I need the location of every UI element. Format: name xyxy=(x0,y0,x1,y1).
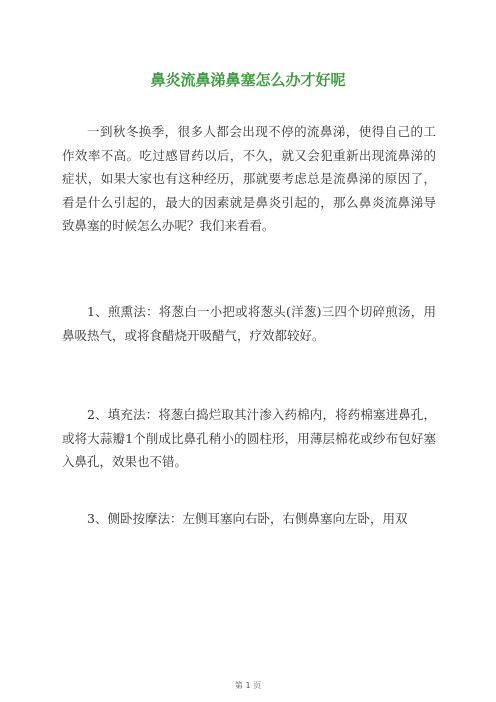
method-paragraph-3: 3、侧卧按摩法：左侧耳塞向右卧，右侧鼻塞向左卧，用双 xyxy=(87,511,408,526)
page-number: 第 1 页 xyxy=(234,681,262,690)
document-title: 鼻炎流鼻涕鼻塞怎么办才好呢 xyxy=(150,71,346,89)
method-paragraph-1: 1、煎熏法：将葱白一小把或将葱头(洋葱)三四个切碎煎汤，用鼻吸热气，或将食醋烧开吸醋气，疗效都较好。 xyxy=(62,304,436,343)
method-paragraph-2: 2、填充法：将葱白捣烂取其汁渗入药棉内，将药棉塞进鼻孔，或将大蒜瓣1个削成比鼻孔稍小的圆柱形，用薄层棉花或纱布包好塞入鼻孔，效果也不错。 xyxy=(62,407,436,469)
intro-paragraph: 一到秋冬换季，很多人都会出现不停的流鼻涕，使得自己的工作效率不高。吃过感冒药以后，不久，就又会犯重新出现流鼻涕的症状，如果大家也有这种经历，那就要考虑总是流鼻涕的原因了，看是什么引起的，最大的因素就是鼻炎引起的，那么鼻炎流鼻涕导致鼻塞的时候怎么办呢？我们来看看。 xyxy=(62,124,436,233)
